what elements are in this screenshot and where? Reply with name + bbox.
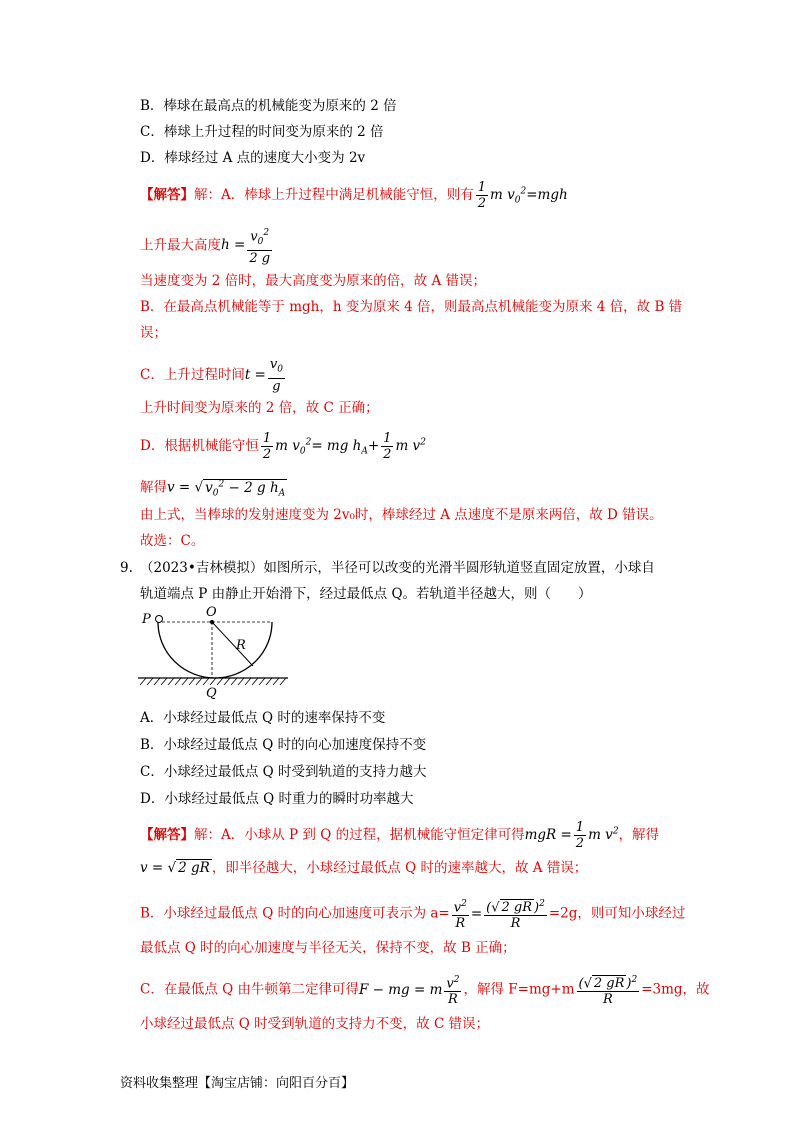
answer8-d-line: D．根据机械能守恒 $\frac{1}{2}$ m $v_0^2=$ mg $h_A+$ $\frac{1}{2}$ m $v^2$ (140, 431, 426, 462)
answer8-line-speed: 当速度变为 2 倍时，最大高度变为原来的倍，故 A 错误； (140, 273, 487, 289)
footer-text: 资料收集整理【淘宝店铺：向阳百分百】 (120, 1076, 355, 1091)
q9-option-a: A．小球经过最低点 Q 时的速率保持不变 (140, 710, 386, 726)
solve-prefix: 解得 (140, 479, 167, 496)
answer8-c-result: 上升时间变为原来的 2 倍，故 C 正确； (140, 400, 379, 416)
answer9-c-prefix: C．在最低点 Q 由牛顿第二定律可得 (140, 981, 359, 998)
q9-option-d: D．小球经过最低点 Q 时重力的瞬时功率越大 (140, 791, 414, 807)
answer9-b-suffix: =2g，则可知小球经过 (548, 905, 686, 922)
answer8-b-line2: 误； (140, 325, 167, 341)
label-q: Q (206, 686, 217, 700)
answer9-c-suffix: =3mg，故 (641, 981, 710, 998)
answer9-b-line2: 最低点 Q 时的向心加速度与半径无关，保持不变，故 B 正确； (140, 940, 516, 956)
option-c-prev: C．棒球上升过程的时间变为原来的 2 倍 (140, 124, 384, 140)
d-prefix: D．根据机械能守恒 (140, 438, 259, 454)
answer8-choice: 故选：C。 (140, 533, 205, 549)
center-point (210, 620, 214, 624)
ball-icon (156, 616, 163, 623)
answer8-line-height: 上升最大高度h = $\frac{v_0^2}{2 g}$ (140, 228, 271, 266)
answer9-tag: 【解答】 (140, 827, 194, 843)
eq-mgh: =mgh (526, 187, 568, 203)
answer9-c-mid: ，解得 F=mg+m (463, 981, 575, 998)
answer8-solve-line: 解得v = √ $v_0^2 - 2$ g $h_A$ (140, 479, 286, 499)
radius-line (212, 622, 253, 666)
answer9-a-suffix: ，解得 (618, 827, 660, 843)
answer9-c-line: C．在最低点 Q 由牛顿第二定律可得F − mg = m $\frac{v^2}{R}$ ，解得 F=mg+m $\frac{(√ 2 gR )^2}{R}$ =3mg，故 (140, 975, 710, 1008)
label-o: O (206, 605, 217, 620)
answer9-a-prefix: 解：A．小球从 P 到 Q 的过程，据机械能守恒定律可得 (194, 827, 525, 843)
answer9-b-line: B．小球经过最低点 Q 时的向心加速度可表示为 a= $\frac{v^2}{R}$ = $\frac{(√ 2 gR )^2}{R}$ =2g，则可知小球经过 (140, 899, 686, 932)
answer8-conclusion: 由上式，当棒球的发射速度变为 2v₀时，棒球经过 A 点速度不是原来两倍，故 D 错误。 (140, 507, 663, 523)
semicircle-track (158, 622, 272, 678)
answer-tag: 【解答】 (140, 187, 194, 203)
answer9-b-prefix: B．小球经过最低点 Q 时的向心加速度可表示为 a= (140, 905, 450, 922)
answer8-c-line: C．上升过程时间t = $\frac{v_0}{g}$ (140, 357, 283, 394)
q9-option-c: C．小球经过最低点 Q 时受到轨道的支持力越大 (140, 764, 427, 780)
answer9-a-line2: ，即半径越大，小球经过最低点 Q 时的速率越大，故 A 错误； (211, 860, 588, 876)
track-figure (138, 605, 298, 700)
q9-number: 9. (120, 560, 133, 576)
ground-hatch (140, 678, 286, 685)
option-b-prev: B．棒球在最高点的机械能变为原来的 2 倍 (140, 98, 397, 114)
answer8-b-line1: B．在最高点机械能等于 mgh，h 变为原来 4 倍，则最高点机械能变为原来 4 倍，故 B 错 (140, 299, 683, 315)
q9-stem1: （2023•吉林模拟）如图所示，半径可以改变的光滑半圆形轨道竖直固定放置，小球自 (140, 560, 655, 576)
answer9-c-line2: 小球经过最低点 Q 时受到轨道的支持力不变，故 C 错误； (140, 1016, 490, 1032)
q9-option-b: B．小球经过最低点 Q 时的向心加速度保持不变 (140, 737, 427, 753)
label-r: R (236, 638, 246, 653)
c-prefix: C．上升过程时间 (140, 366, 245, 383)
answer9-line2: v = √ 2 gR ，即半径越大，小球经过最低点 Q 时的速率越大，故 A 错误； (140, 860, 588, 876)
option-d-prev: D．棒球经过 A 点的速度大小变为 2v (140, 150, 366, 166)
q9-stem2: 轨道端点 P 由静止开始滑下，经过最低点 Q。若轨道半径越大，则（ ） (140, 586, 592, 602)
height-prefix: 上升最大高度 (140, 237, 221, 254)
answer9-line1: 【解答】解：A．小球从 P 到 Q 的过程，据机械能守恒定律可得mgR = $\frac{1}{2}$ m $v^2$，解得 (140, 820, 660, 851)
label-p: P (142, 612, 151, 627)
answer8-intro: 解：A．棒球上升过程中满足机械能守恒，则有 (194, 187, 474, 203)
answer8-line1: 【解答】解：A．棒球上升过程中满足机械能守恒，则有 $\frac{1}{2}$ m $v_0^2=mgh$ (140, 180, 568, 211)
